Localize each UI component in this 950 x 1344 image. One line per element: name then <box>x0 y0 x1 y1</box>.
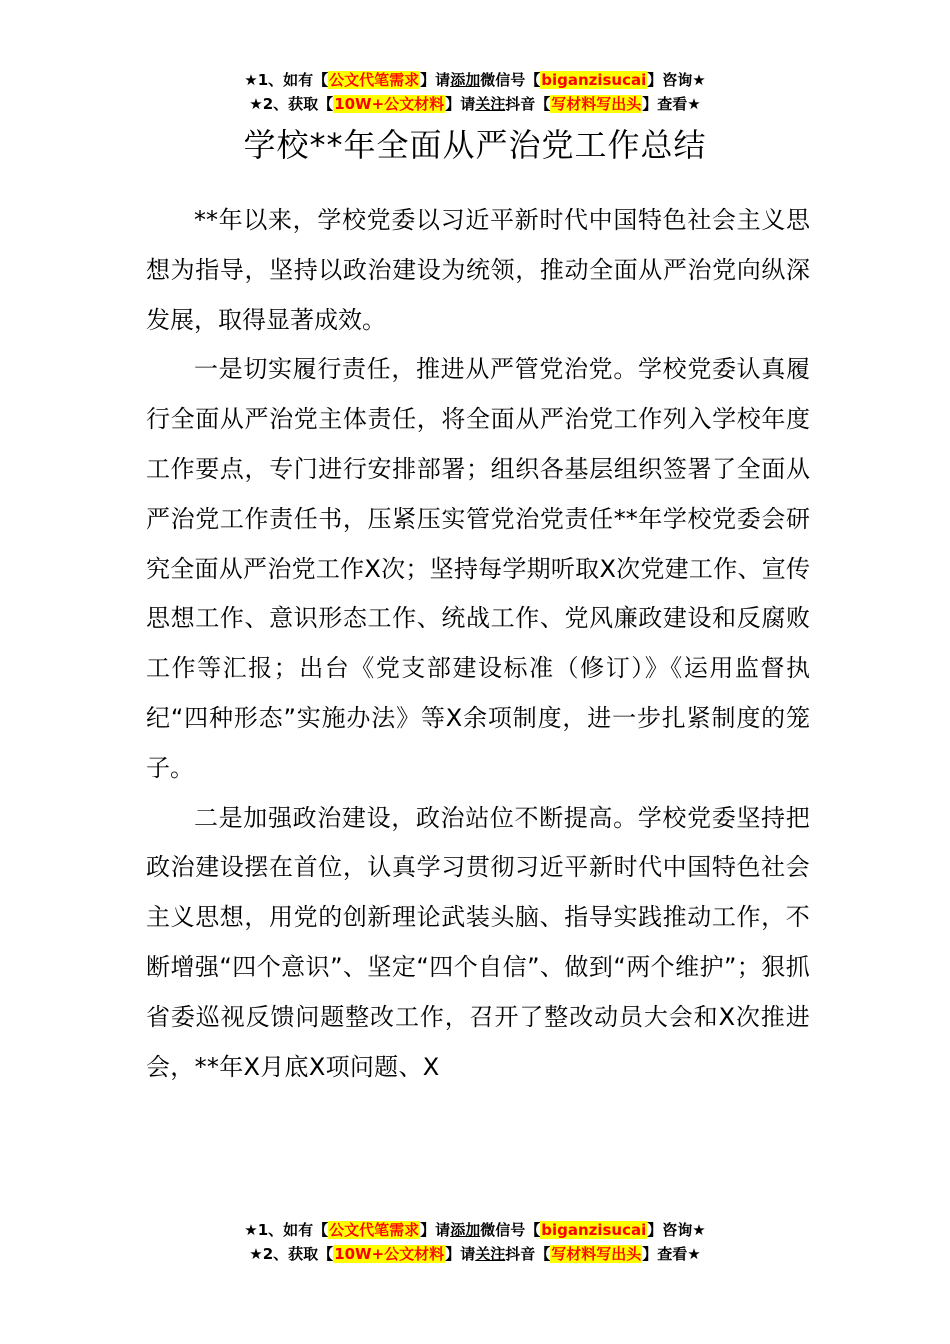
banner-text: 抖音【 <box>505 95 551 113</box>
footer-banner <box>0 1218 950 1266</box>
banner-highlight: 10W+公文材料 <box>334 1245 445 1263</box>
paragraph-responsibility: 一是切实履行责任，推进从严管党治党。学校党委认真履行全面从严治党主体责任，将全面从严治党工作列入学校年度工作要点，专门进行安排部署；组织各基层组织签署了全面从严治党工作责任书，压紧压实管党治党责任**年学校党委会研究全面从严治党工作X次；坚持每学期听取X次党建工作、宣传思想工作、意识形态工作、统战工作、党风廉政建设和反腐败工作等汇报；出台《党支部建设标准（修订）》《运用监督执纪“四种形态”实施办法》等X余项制度，进一步扎紧制度的笼子。 <box>146 355 810 782</box>
banner-text: ★2、获取【 <box>249 95 334 113</box>
banner-text: 】请 <box>420 1221 451 1239</box>
banner-text: 】请 <box>420 71 451 89</box>
banner-text: 抖音【 <box>505 1245 551 1263</box>
banner-highlight: 写材料写出头 <box>551 95 642 113</box>
banner-underlined: 关注 <box>475 95 506 113</box>
document-title: 学校**年全面从严治党工作总结 <box>243 126 707 164</box>
banner-text: 】查看★ <box>642 1245 701 1263</box>
banner-underlined: 添加 <box>450 1221 481 1239</box>
banner-underlined: 添加 <box>450 71 481 89</box>
banner-text: ★1、如有【 <box>244 71 329 89</box>
banner-highlight: 10W+公文材料 <box>334 95 445 113</box>
banner-highlight: biganzisucai <box>541 71 647 89</box>
banner-text: ★1、如有【 <box>244 1221 329 1239</box>
banner-highlight: 公文代笔需求 <box>329 71 420 89</box>
banner-highlight: 公文代笔需求 <box>329 1221 420 1239</box>
banner-text: 】请 <box>445 95 476 113</box>
banner-text: 】查看★ <box>642 95 701 113</box>
banner-highlight: biganzisucai <box>541 1221 647 1239</box>
banner-text: 微信号【 <box>480 1221 541 1239</box>
banner-underlined: 关注 <box>475 1245 506 1263</box>
document-body <box>146 196 810 1092</box>
banner-text: 】请 <box>445 1245 476 1263</box>
banner-line-2 <box>0 92 950 116</box>
banner-text: 】咨询★ <box>647 1221 706 1239</box>
banner-text: ★2、获取【 <box>249 1245 334 1263</box>
banner-highlight: 写材料写出头 <box>551 1245 642 1263</box>
banner-line-1 <box>0 1218 950 1242</box>
header-banner <box>0 68 950 116</box>
banner-text: 】咨询★ <box>647 71 706 89</box>
banner-line-1 <box>0 68 950 92</box>
banner-line-2 <box>0 1242 950 1266</box>
paragraph-intro: **年以来，学校党委以习近平新时代中国特色社会主义思想为指导，坚持以政治建设为统领，推动全面从严治党向纵深发展，取得显著成效。 <box>146 206 810 334</box>
banner-text: 微信号【 <box>480 71 541 89</box>
paragraph-political-building: 二是加强政治建设，政治站位不断提高。学校党委坚持把政治建设摆在首位，认真学习贯彻习近平新时代中国特色社会主义思想，用党的创新理论武装头脑、指导实践推动工作，不断增强“四个意识”、坚定“四个自信”、做到“两个维护”；狠抓省委巡视反馈问题整改工作，召开了整改动员大会和X次推进会，**年X月底X项问题、X <box>146 803 810 1081</box>
